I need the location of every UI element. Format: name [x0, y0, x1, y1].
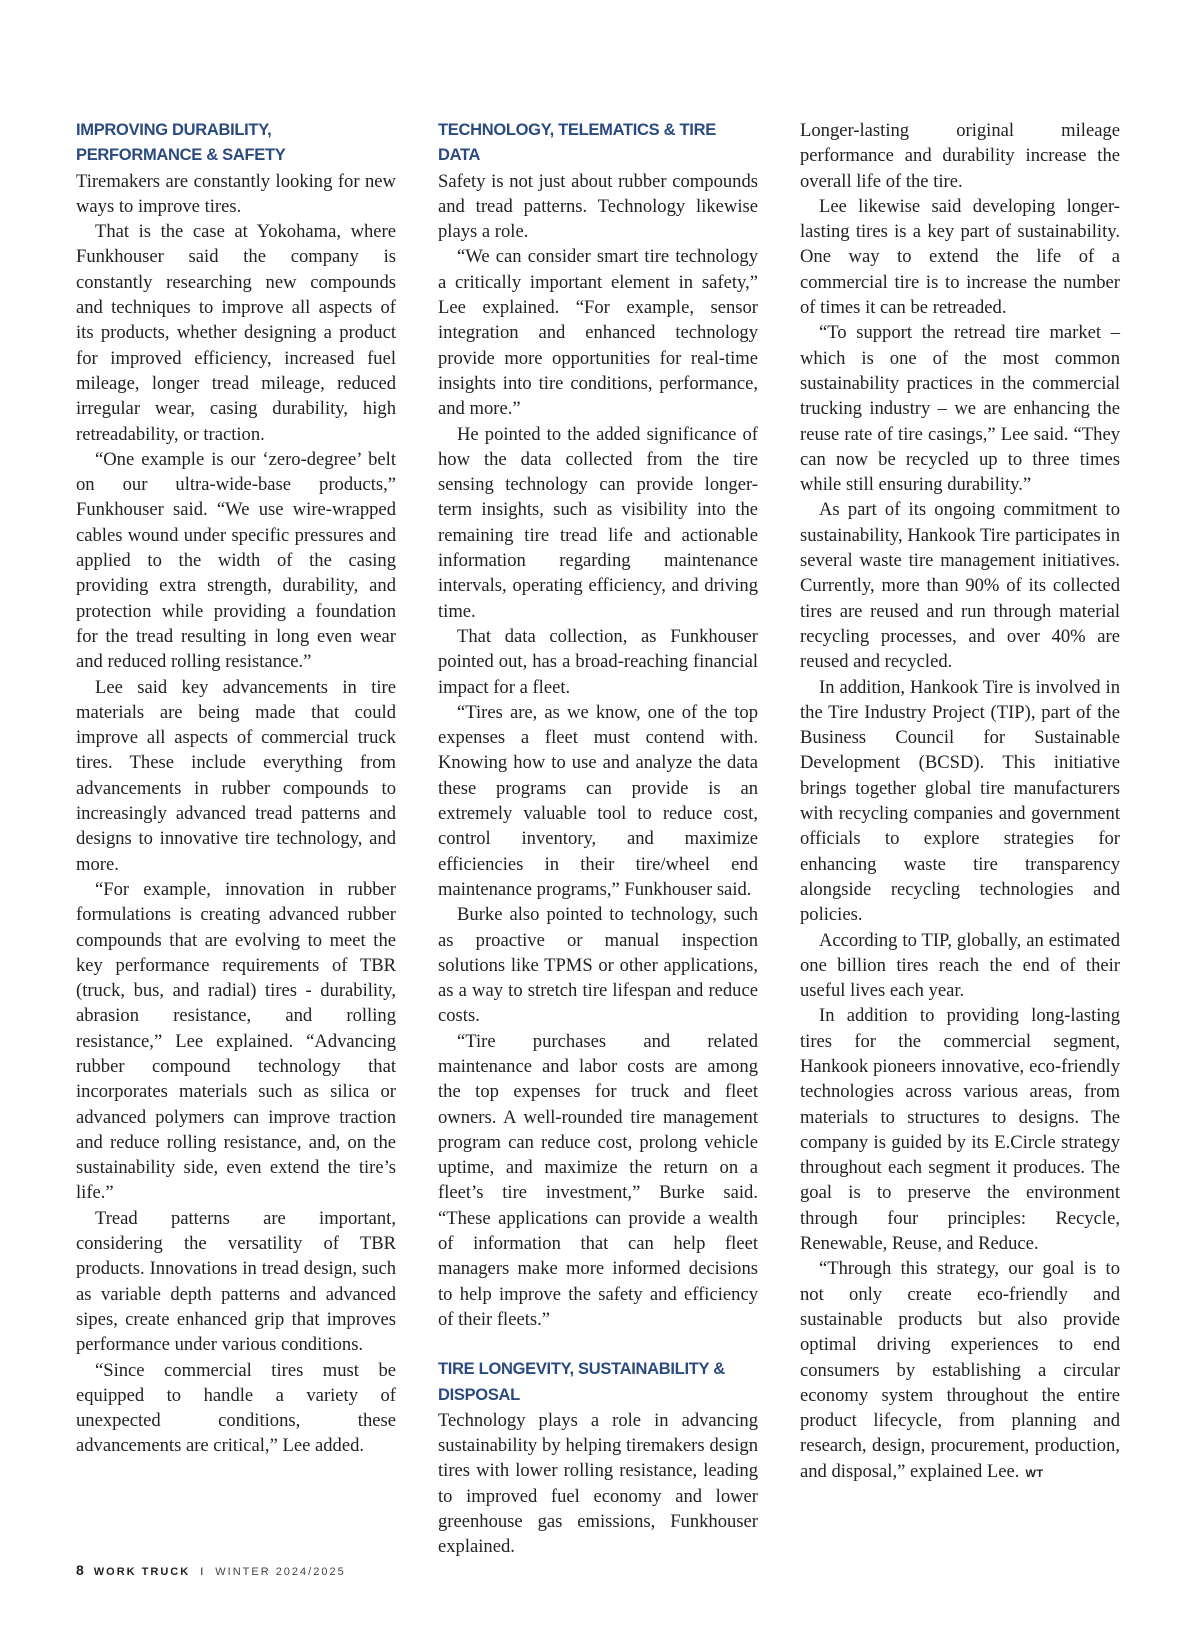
paragraph: Burke also pointed to technology, such as proactive or manual inspection solutions like TPMS or other applications, as a way to stretch tire lifespan and reduce costs. — [438, 904, 758, 1027]
section-heading-longevity: TIRE LONGEVITY, SUSTAINABILITY & DISPOSAL — [438, 1360, 725, 1404]
paragraph: That is the case at Yokohama, where Funkhouser said the company is constantly researching new compounds and techniques to improve all aspects of its products, whether designing a product for improved efficiency, increased fuel mileage, longer tread mileage, reduced irregular wear, casing durability, high retreadability, or traction. — [76, 221, 396, 445]
paragraph: Lee said key advancements in tire materials are being made that could improve all aspects of commercial truck tires. These include everything from advancements in rubber compounds to increasingly advanced tread patterns and designs to innovative tire technology, and more. — [76, 676, 396, 875]
paragraph: In addition, Hankook Tire is involved in the Tire Industry Project (TIP), part of the Business Council for Sustainable Development (BCSD). This initiative brings together global tire manufacturers with recycling companies and government officials to explore strategies for enhancing waste tire transparency alongside recycling technologies and policies. — [800, 676, 1120, 926]
paragraph-final — [800, 1256, 1120, 1487]
article-column-1 — [76, 118, 396, 1459]
paragraph: According to TIP, globally, an estimated one billion tires reach the end of their useful lives each year. — [800, 929, 1120, 1002]
paragraph: In addition to providing long-lasting tires for the commercial segment, Hankook pioneers innovative, eco-friendly technologies across various areas, from materials to structures to designs. The company is guided by its E.Circle strategy throughout each segment it produces. The goal is to preserve the environment through four principles: Recycle, Renewable, Reuse, and Reduce. — [800, 1005, 1120, 1255]
page-footer — [76, 1562, 346, 1578]
footer-separator: I — [200, 1566, 206, 1578]
paragraph: “We can consider smart tire technology a critically important element in safety,” Lee explained. “For example, sensor integration and enhanced technology provide more opportunities for real-time insights into tire conditions, performance, and more.” — [438, 246, 758, 420]
end-mark: WT — [1025, 1467, 1044, 1480]
paragraph: “Since commercial tires must be equipped to handle a variety of unexpected conditions, these advancements are critical,” Lee added. — [76, 1359, 396, 1457]
paragraph: “Tires are, as we know, one of the top expenses a fleet must contend with. Knowing how to use and analyze the data these programs can provide is an extremely valuable tool to reduce cost, control inventory, and maximize efficiencies in their tire/wheel end maintenance programs,” Funkhouser said. — [438, 701, 758, 900]
paragraph: “To support the retread tire market – which is one of the most common sustainability practices in the commercial trucking industry – we are enhancing the reuse rate of tire casings,” Lee said. “They can now be recycled up to three times while still ensuring durability.” — [800, 322, 1120, 496]
paragraph: Technology plays a role in advancing sustainability by helping tiremakers design tires with lower rolling resistance, leading to improved fuel economy and lower greenhouse gas emissions, Funkhouser explained. — [438, 1409, 758, 1558]
paragraph: “Tire purchases and related maintenance and labor costs are among the top expenses for truck and fleet owners. A well-rounded tire management program can reduce cost, prolong vehicle uptime, and maximize the return on a fleet’s tire investment,” Burke said. “These applications can provide a wealth of information that can help fleet managers make more informed decisions to help improve the safety and efficiency of their fleets.” — [438, 1030, 758, 1330]
paragraph-final-text: “Through this strategy, our goal is to not only create eco-friendly and sustainable products but also provide optimal driving experiences to end consumers by establishing a circular economy system throughout the entire product lifecycle, from planning and research, design, procurement, production, and disposal,” explained Lee. — [800, 1258, 1120, 1482]
paragraph: Safety is not just about rubber compounds and tread patterns. Technology likewise plays a role. — [438, 170, 758, 243]
section-heading-durability: IMPROVING DURABILITY, PERFORMANCE & SAFETY — [76, 121, 286, 165]
paragraph: He pointed to the added significance of how the data collected from the tire sensing technology can provide longer-term insights, such as visibility into the remaining tire tread life and actionable information regarding maintenance intervals, operating efficiency, and driving time. — [438, 423, 758, 622]
article-column-2 — [438, 118, 758, 1560]
article-column-3 — [800, 118, 1120, 1487]
page-number: 8 — [76, 1562, 84, 1578]
paragraph: Lee likewise said developing longer-lasting tires is a key part of sustainability. One way to extend the life of a commercial tire is to increase the number of times it can be retreaded. — [800, 195, 1120, 319]
paragraph: As part of its ongoing commitment to sustainability, Hankook Tire participates in several waste tire management initiatives. Currently, more than 90% of its collected tires are reused and run through material recycling processes, and over 40% are reused and recycled. — [800, 499, 1120, 673]
paragraph: Tread patterns are important, considering the versatility of TBR products. Innovations in tread design, such as variable depth patterns and advanced sipes, create enhanced grip that improves performance under various conditions. — [76, 1207, 396, 1356]
section-heading-technology: TECHNOLOGY, TELEMATICS & TIRE DATA — [438, 121, 716, 165]
paragraph: Tiremakers are constantly looking for new ways to improve tires. — [76, 170, 396, 217]
paragraph: That data collection, as Funkhouser pointed out, has a broad-reaching financial impact for a fleet. — [438, 625, 758, 698]
issue-label: WINTER 2024/2025 — [215, 1566, 346, 1578]
paragraph: “For example, innovation in rubber formulations is creating advanced rubber compounds that are evolving to meet the key performance requirements of TBR (truck, bus, and radial) tires - durability, abrasion resistance, and rolling resistance,” Lee explained. “Advancing rubber compound technology that incorporates materials such as silica or advanced polymers can improve traction and reduce rolling resistance, and, on the sustainability side, even extend the tire’s life.” — [76, 878, 396, 1204]
magazine-name: WORK TRUCK — [93, 1566, 191, 1578]
paragraph: Longer-lasting original mileage performance and durability increase the overall life of the tire. — [800, 120, 1120, 192]
paragraph: “One example is our ‘zero-degree’ belt on our ultra-wide-base products,” Funkhouser said. “We use wire-wrapped cables wound under specific pressures and applied to the width of the casing providing extra strength, durability, and protection while providing a foundation for the tread resulting in long even wear and reduced rolling resistance.” — [76, 448, 396, 673]
